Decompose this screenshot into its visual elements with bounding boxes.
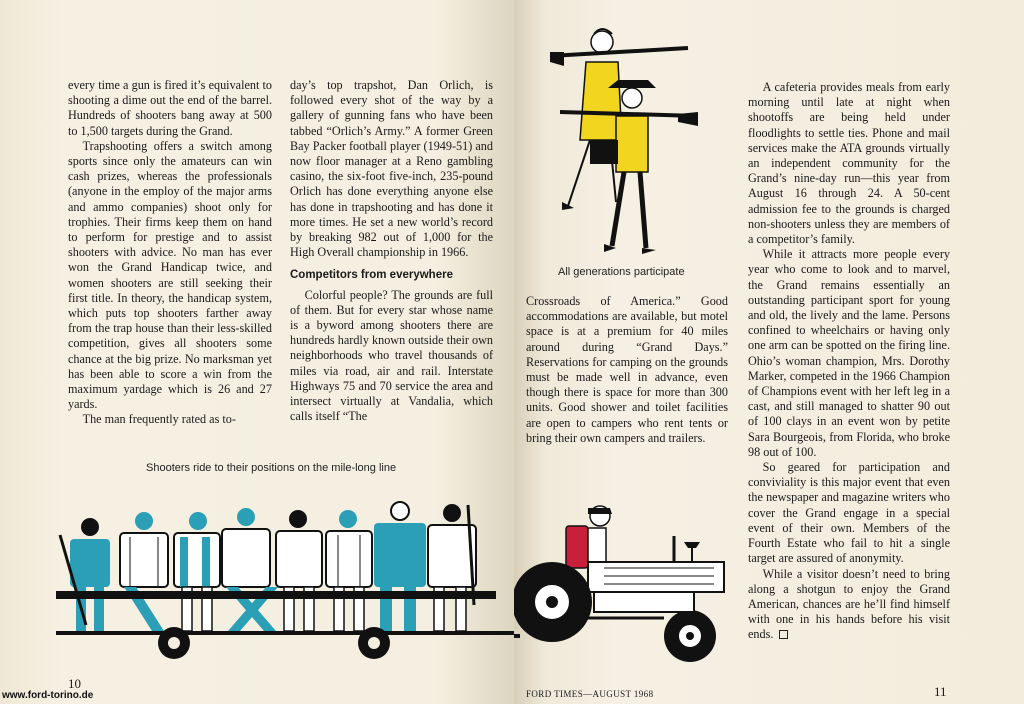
paragraph: Trapshooting offers a switch among sports since only the amateurs can win cash prizes, whereas the professionals (anyone in the employ of the major arms and ammo companies) shoot only for trophies. Their firms keep them on hand to perform for prestige and to assist shooters with advice. No man has ever won the Grand Handicap twice, and women shooters are still seeking their first title. In theory, the handicap system, which puts top shooters farther away from the trap house than their less-skilled competition, gives all shooters some chance at the big prize. No marksman yet has been able to score a win from the maximum yardage which is 26 and 27 yards. bbox=[68, 138, 272, 412]
right-page bbox=[514, 0, 1024, 704]
wagon-bench bbox=[56, 591, 496, 599]
left-column-2 bbox=[290, 78, 493, 424]
right-column-2 bbox=[748, 80, 950, 643]
rider-4 bbox=[222, 508, 278, 631]
paragraph: A cafeteria provides meals from early morning until late at night when shootoffs are being held under floodlights to settle ties. Phone and mail services make the ATA grounds virtually an independent community for the Grand’s nine-day run—this year from August 16 through 24. A 50-cent admission fee to the grounds is charged non-shooters unless they are members of a competitor’s family. bbox=[748, 80, 950, 247]
paragraph: While it attracts more people every year who come to look and to marvel, the Grand remains essentially an outstanding participant sport for young and old, the lively and the lame. Persons confined to wheelchairs or having only one arm can be spotted on the firing line. Ohio’s woman champion, Mrs. Dorothy Marker, competed in the 1966 Champion of Champions event with her left leg in a cast, and still managed to shatter 90 out of 100 clays in an event won by petite Sara Bourgeois, from Florida, who broke 98 out of 100. bbox=[748, 247, 950, 459]
rider-2 bbox=[120, 512, 168, 631]
paragraph: Colorful people? The grounds are full of them. But for every star whose name is a byword among shooters there are hundreds hardly known outside their own neighborhoods who travel thousands of miles via road, air and rail. Interstate Highways 75 and 70 service the area and intersect virtually at Vandalia, which calls itself “The bbox=[290, 287, 493, 424]
paragraph: The man frequently rated as to- bbox=[82, 412, 236, 427]
left-column-1 bbox=[68, 78, 272, 428]
shooters-wagon-illustration bbox=[56, 495, 514, 665]
end-mark bbox=[779, 630, 788, 639]
page-number-left: 10 bbox=[68, 676, 81, 691]
rider-5 bbox=[276, 510, 322, 631]
rider-6 bbox=[326, 510, 372, 631]
rider-1 bbox=[60, 518, 110, 631]
driver-figure bbox=[566, 506, 612, 568]
illustration-caption: Shooters ride to their positions on the mile-long line bbox=[146, 462, 397, 474]
section-heading: Competitors from everywhere bbox=[290, 269, 453, 282]
paragraph bbox=[748, 567, 950, 643]
paragraph: Crossroads of America.” Good accommodations are available, but motel space is at a premium for 40 miles around during “Grand Days.” Reservations for camping on the grounds must be made well in advance, even though there is space for more than 300 units. Good shower and toilet facilities are open to campers who rent tents or bring their own campers and trailers. bbox=[526, 294, 728, 445]
generations-illustration bbox=[550, 22, 700, 262]
rider-8 bbox=[428, 504, 476, 631]
rider-7 bbox=[374, 502, 426, 631]
paragraph: every time a gun is fired it’s equivalent to shooting a dime out the end of the barrel. Hundreds of shooters bang away at 500 to 1,500 targets during the Grand. bbox=[68, 78, 272, 138]
wagon-bed bbox=[56, 631, 514, 635]
paragraph: day’s top trapshot, Dan Orlich, is followed every shot of the way by a gallery of gunning fans who have been tabbed “Orlich’s Army.” A former Green Bay Packer football player (1949-51) and now floor manager at a Reno gambling casino, the six-foot five-inch, 235-pound Orlich has done everything anyone else has done in trapshooting and has done it more times. He set a new world’s record by breaking 982 out of 1,000 for the High Overall championship in 1966. bbox=[290, 78, 493, 260]
page-number-right: 11 bbox=[934, 684, 947, 699]
rider-3 bbox=[174, 512, 220, 631]
paragraph-text: While a visitor doesn’t need to bring along a shotgun to enjoy the Grand American, chances are he’ll find himself with one in his hands before his visit ends. bbox=[748, 566, 950, 642]
watermark: www.ford-torino.de bbox=[2, 690, 94, 701]
illustration-caption: All generations participate bbox=[558, 266, 685, 278]
footer-publication: FORD TIMES—AUGUST 1968 bbox=[526, 689, 654, 699]
paragraph: So geared for participation and conviviality is this major event that even the newspaper and magazine writers who cover the Grand engage in a special event of their own. Members of the Fourth Estate who fail to hit a single target are assured of anonymity. bbox=[748, 460, 950, 566]
tractor-body bbox=[514, 536, 724, 662]
tractor-illustration bbox=[514, 498, 732, 668]
right-column-1 bbox=[526, 294, 728, 446]
